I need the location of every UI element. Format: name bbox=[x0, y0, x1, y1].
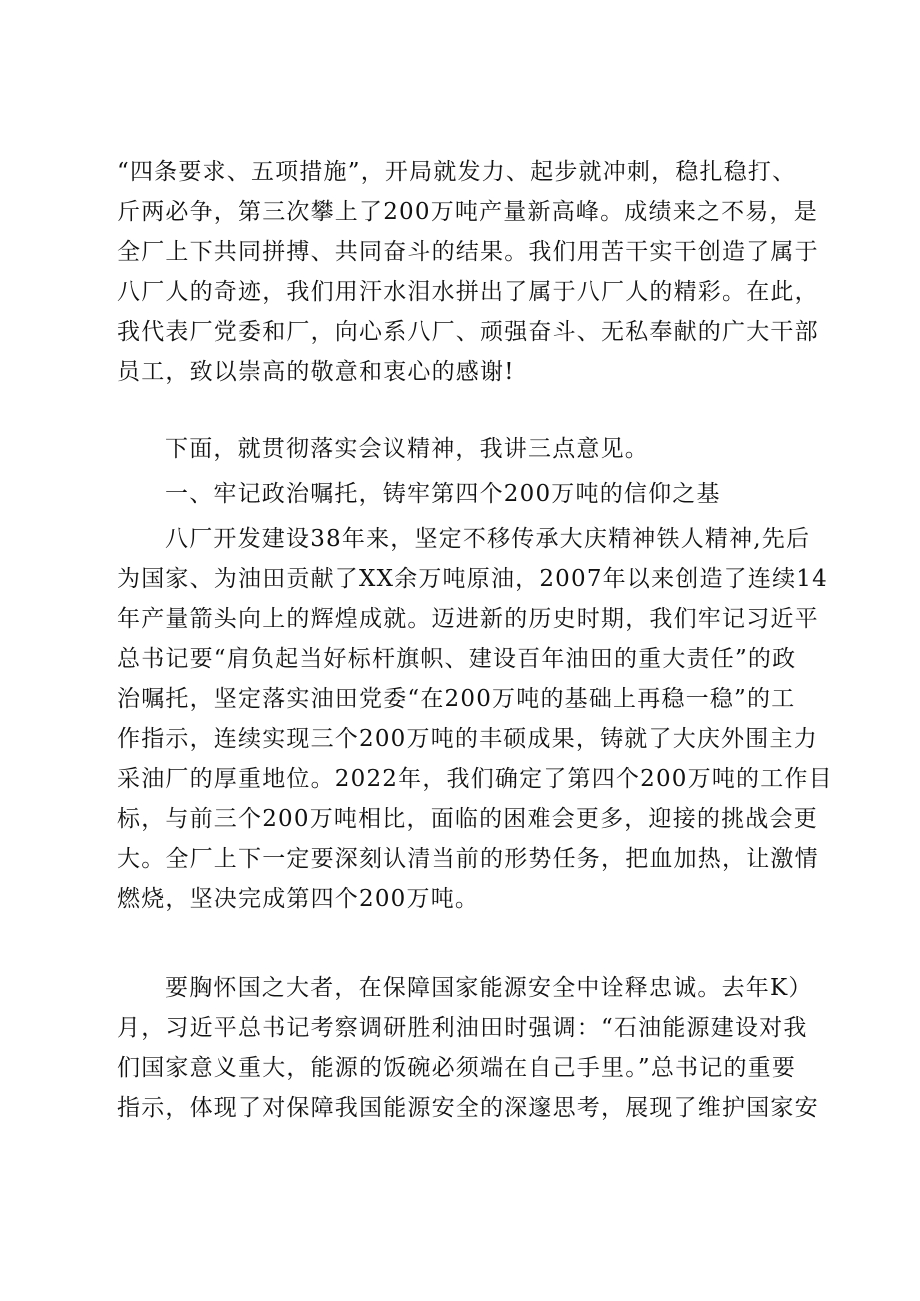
text-line: 总书记要“肩负起当好标杆旗帜、建设百年油田的重大责任”的政 bbox=[117, 646, 797, 672]
text-line: 员工，致以崇高的敬意和衷心的感谢! bbox=[117, 359, 515, 385]
text-line: 标，与前三个200万吨相比，面临的困难会更多，迎接的挑战会更 bbox=[117, 806, 818, 832]
text-line: 全厂上下共同拼搏、共同奋斗的结果。我们用苦干实干创造了属于 bbox=[117, 239, 819, 265]
text-line: 采油厂的厚重地位。2022年，我们确定了第四个200万吨的工作目 bbox=[117, 766, 833, 792]
section-heading-text: 一、牢记政治嘱托，铸牢第四个200万吨的信仰之基 bbox=[165, 481, 721, 507]
paragraph-intro bbox=[117, 152, 819, 392]
text-line: 年产量箭头向上的辉煌成就。迈进新的历史时期，我们牢记习近平 bbox=[117, 606, 819, 632]
text-line: 我代表厂党委和厂，向心系八厂、顽强奋斗、无私奉献的广大干部 bbox=[117, 319, 819, 345]
text-line: 们国家意义重大，能源的饭碗必须端在自己手里。”总书记的重要 bbox=[117, 1055, 797, 1081]
text-line: 要胸怀国之大者，在保障国家能源安全中诠释忠诚。去年K） bbox=[165, 975, 813, 1001]
text-line: 八厂开发建设38年来，坚定不移传承大庆精神铁人精神,先后 bbox=[165, 526, 811, 552]
text-line: 八厂人的奇迹，我们用汗水泪水拼出了属于八厂人的精彩。在此， bbox=[117, 279, 819, 305]
text-line: 大。全厂上下一定要深刻认清当前的形势任务，把血加热，让激情 bbox=[117, 846, 819, 872]
text-line: 作指示，连续实现三个200万吨的丰硕成果，铸就了大庆外围主力 bbox=[117, 726, 818, 752]
text-line: 斤两必争，第三次攀上了200万吨产量新高峰。成绩来之不易，是 bbox=[117, 199, 818, 225]
text-line: 月，习近平总书记考察调研胜利油田时强调：“石油能源建设对我 bbox=[117, 1015, 808, 1041]
text-line: 治嘱托，坚定落实油田党委“在200万吨的基础上再稳一稳”的工 bbox=[117, 686, 796, 712]
text-line: “四条要求、五项措施”，开局就发力、起步就冲刺，稳扎稳打、 bbox=[117, 159, 797, 185]
section-heading bbox=[117, 474, 807, 514]
text-line: 燃烧，坚决完成第四个200万吨。 bbox=[117, 886, 480, 912]
paragraph-energy-security bbox=[117, 968, 819, 1128]
paragraph-history bbox=[117, 519, 833, 919]
text-line: 为国家、为油田贡献了XX余万吨原油，2007年以来创造了连续14 bbox=[117, 566, 828, 592]
text-line: 下面，就贯彻落实会议精神，我讲三点意见。 bbox=[165, 436, 649, 462]
paragraph-transition bbox=[117, 429, 807, 469]
text-line: 指示，体现了对保障我国能源安全的深邃思考，展现了维护国家安 bbox=[117, 1095, 819, 1121]
